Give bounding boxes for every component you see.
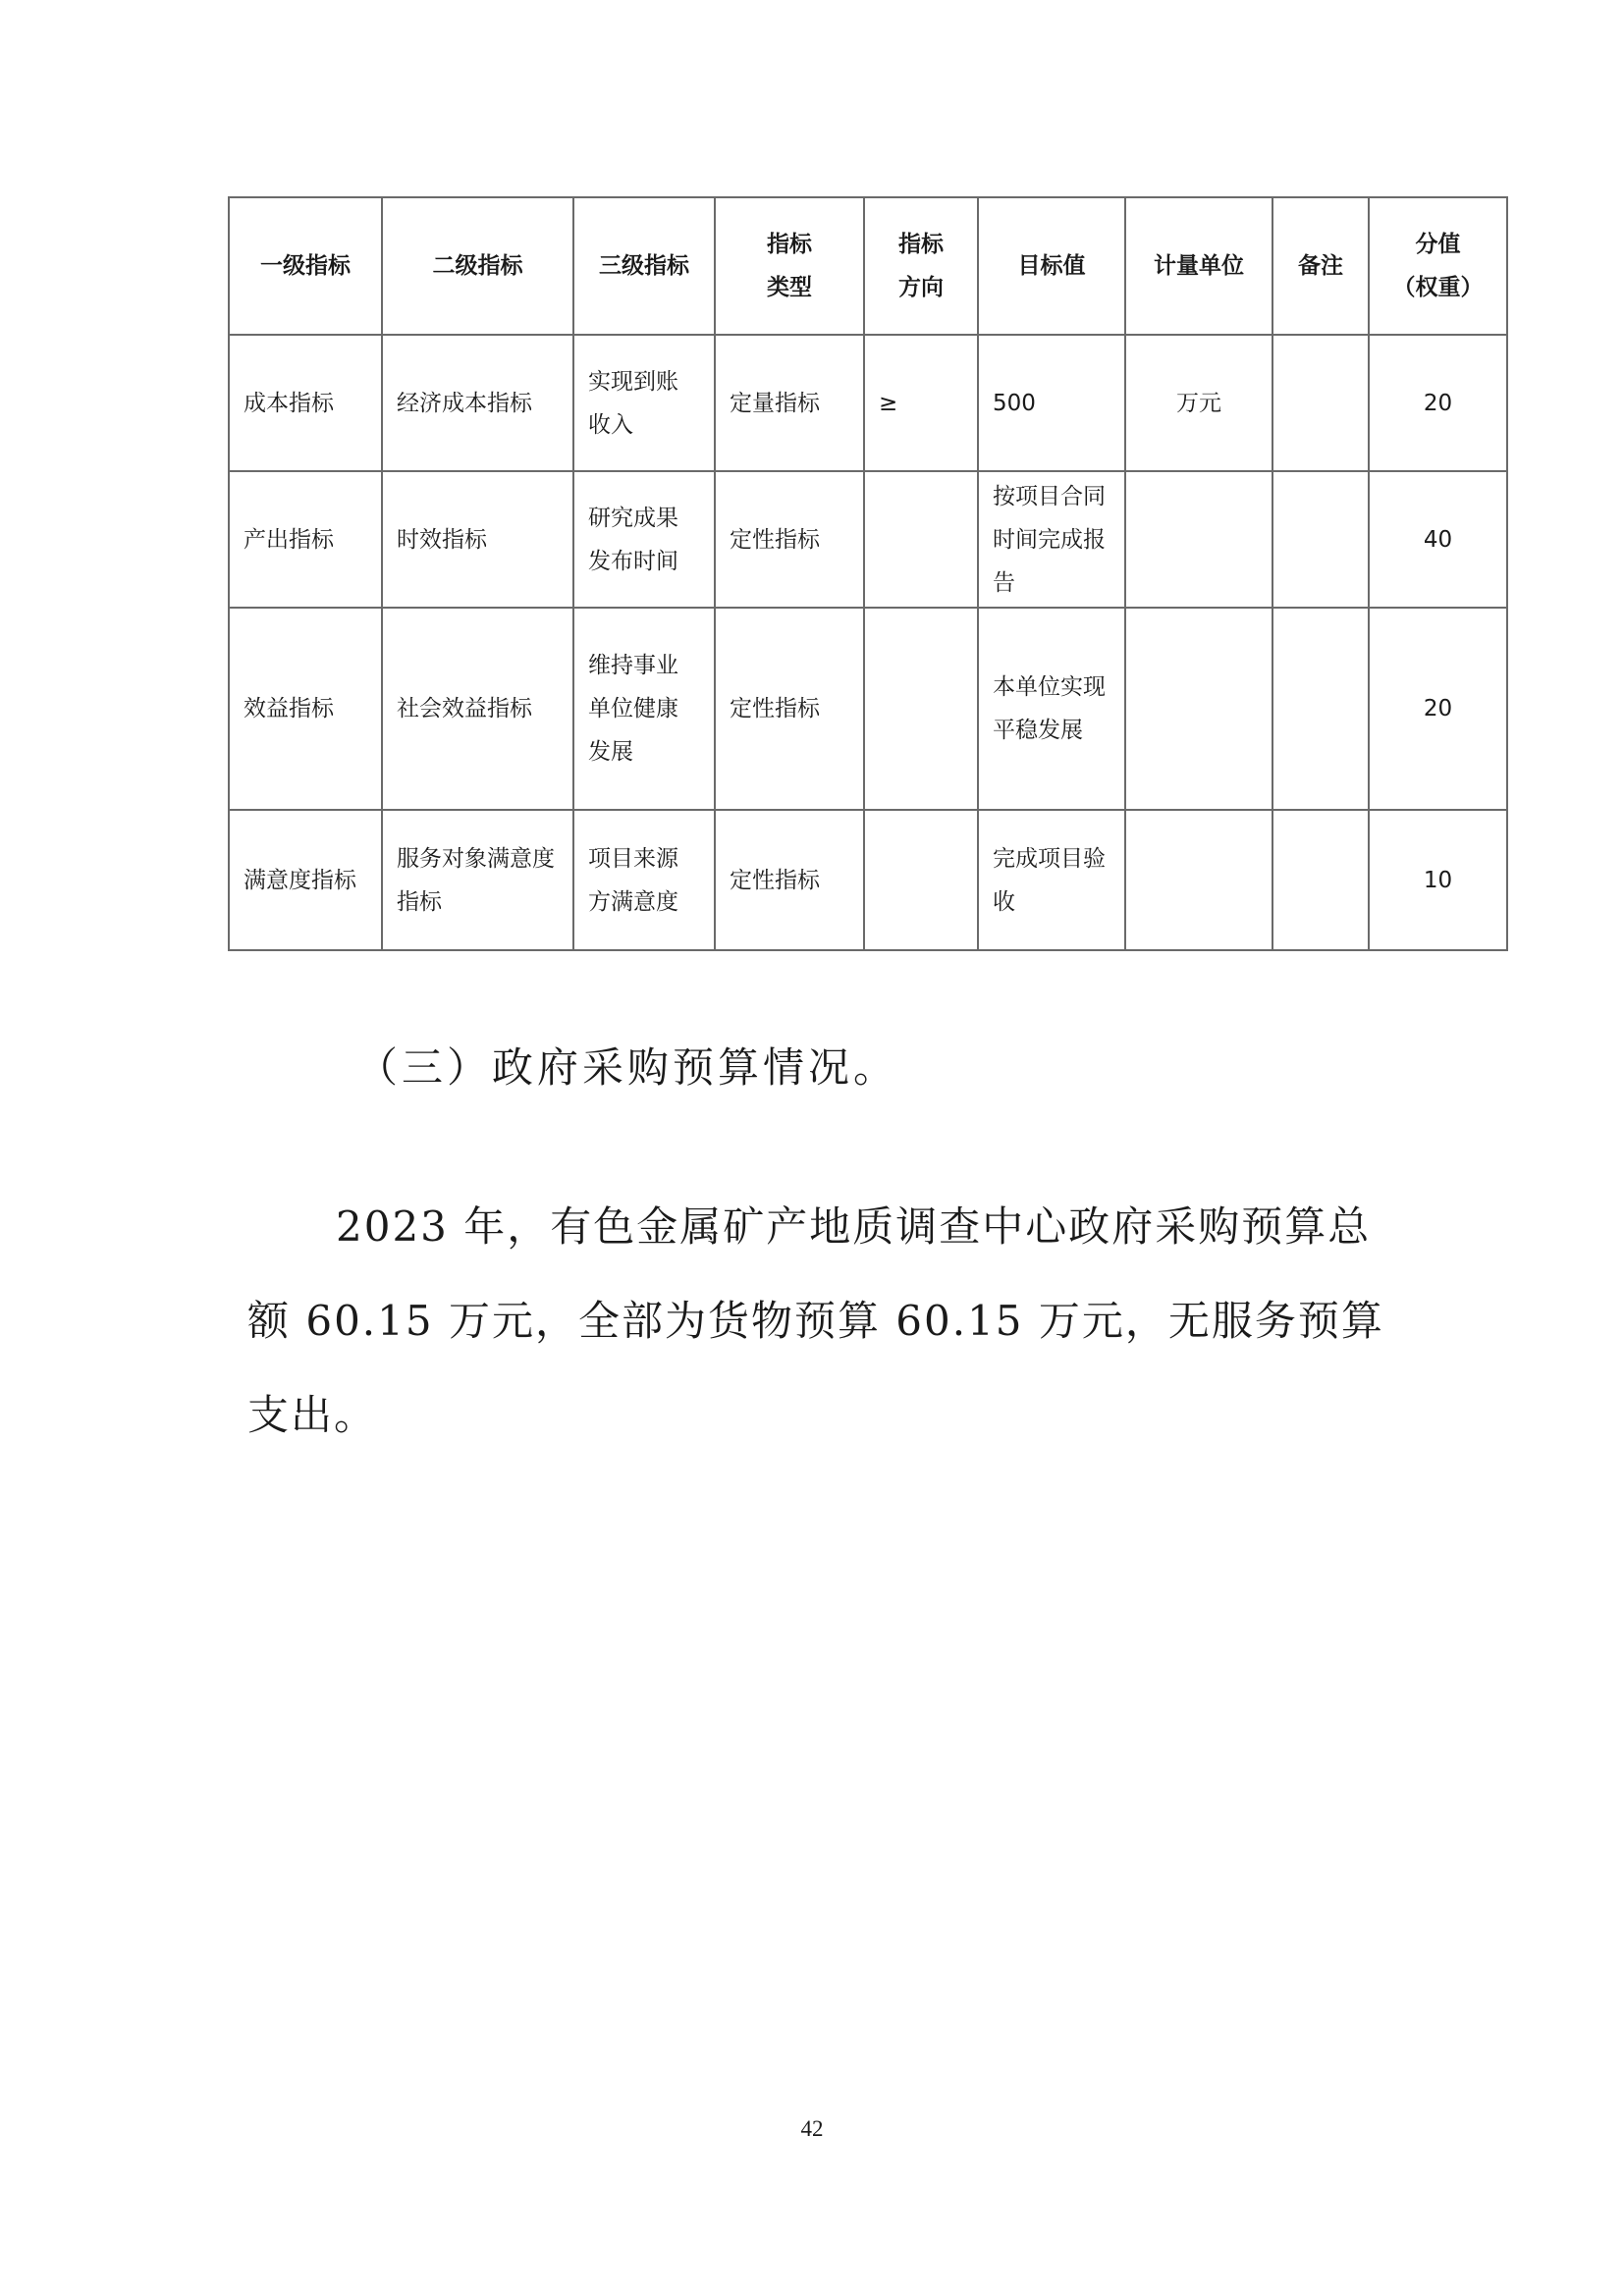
cell-note [1272, 608, 1369, 810]
cell-target: 按项目合同时间完成报告 [978, 471, 1125, 608]
cell-unit [1125, 608, 1272, 810]
table-row [229, 335, 1507, 471]
cell-level1: 效益指标 [229, 608, 382, 810]
header-level3: 三级指标 [573, 197, 715, 335]
cell-level2: 服务对象满意度指标 [382, 810, 573, 950]
cell-level3: 维持事业单位健康发展 [573, 608, 715, 810]
table-row [229, 471, 1507, 608]
procurement-paragraph: 2023 年，有色金属矿产地质调查中心政府采购预算总额 60.15 万元，全部为货物预算 60.15 万元，无服务预算支出。 [247, 1202, 1384, 1439]
cell-note [1272, 810, 1369, 950]
page-number: 42 [800, 2116, 824, 2141]
header-unit: 计量单位 [1125, 197, 1272, 335]
cell-level2: 时效指标 [382, 471, 573, 608]
header-direction-line2: 方向 [898, 275, 944, 300]
cell-note [1272, 335, 1369, 471]
cell-score: 20 [1369, 608, 1507, 810]
header-direction-line1: 指标 [898, 232, 944, 257]
header-level1: 一级指标 [229, 197, 382, 335]
cell-note [1272, 471, 1369, 608]
cell-unit: 万元 [1125, 335, 1272, 471]
header-score-line2: （权重） [1392, 275, 1484, 300]
cell-level2: 社会效益指标 [382, 608, 573, 810]
cell-level3: 实现到账收入 [573, 335, 715, 471]
cell-level1: 成本指标 [229, 335, 382, 471]
table-row [229, 810, 1507, 950]
header-type-line1: 指标 [767, 232, 812, 257]
header-score-line1: 分值 [1415, 232, 1461, 257]
cell-level3: 研究成果发布时间 [573, 471, 715, 608]
cell-level1: 产出指标 [229, 471, 382, 608]
cell-type: 定量指标 [715, 335, 864, 471]
header-note: 备注 [1272, 197, 1369, 335]
section-heading: （三）政府采购预算情况。 [356, 1043, 899, 1092]
cell-direction [864, 608, 978, 810]
cell-direction: ≥ [864, 335, 978, 471]
header-level2: 二级指标 [382, 197, 573, 335]
cell-level1: 满意度指标 [229, 810, 382, 950]
header-type [715, 197, 864, 335]
cell-target: 完成项目验收 [978, 810, 1125, 950]
cell-level2: 经济成本指标 [382, 335, 573, 471]
table-header-row [229, 197, 1507, 335]
cell-type: 定性指标 [715, 608, 864, 810]
cell-unit [1125, 471, 1272, 608]
table-row [229, 608, 1507, 810]
cell-unit [1125, 810, 1272, 950]
cell-direction [864, 810, 978, 950]
cell-target: 500 [978, 335, 1125, 471]
performance-indicator-table [228, 196, 1508, 951]
cell-score: 40 [1369, 471, 1507, 608]
cell-score: 20 [1369, 335, 1507, 471]
header-type-line2: 类型 [767, 275, 812, 300]
header-score [1369, 197, 1507, 335]
cell-score: 10 [1369, 810, 1507, 950]
cell-direction [864, 471, 978, 608]
cell-type: 定性指标 [715, 810, 864, 950]
cell-type: 定性指标 [715, 471, 864, 608]
cell-level3: 项目来源方满意度 [573, 810, 715, 950]
header-target: 目标值 [978, 197, 1125, 335]
cell-target: 本单位实现平稳发展 [978, 608, 1125, 810]
header-direction [864, 197, 978, 335]
